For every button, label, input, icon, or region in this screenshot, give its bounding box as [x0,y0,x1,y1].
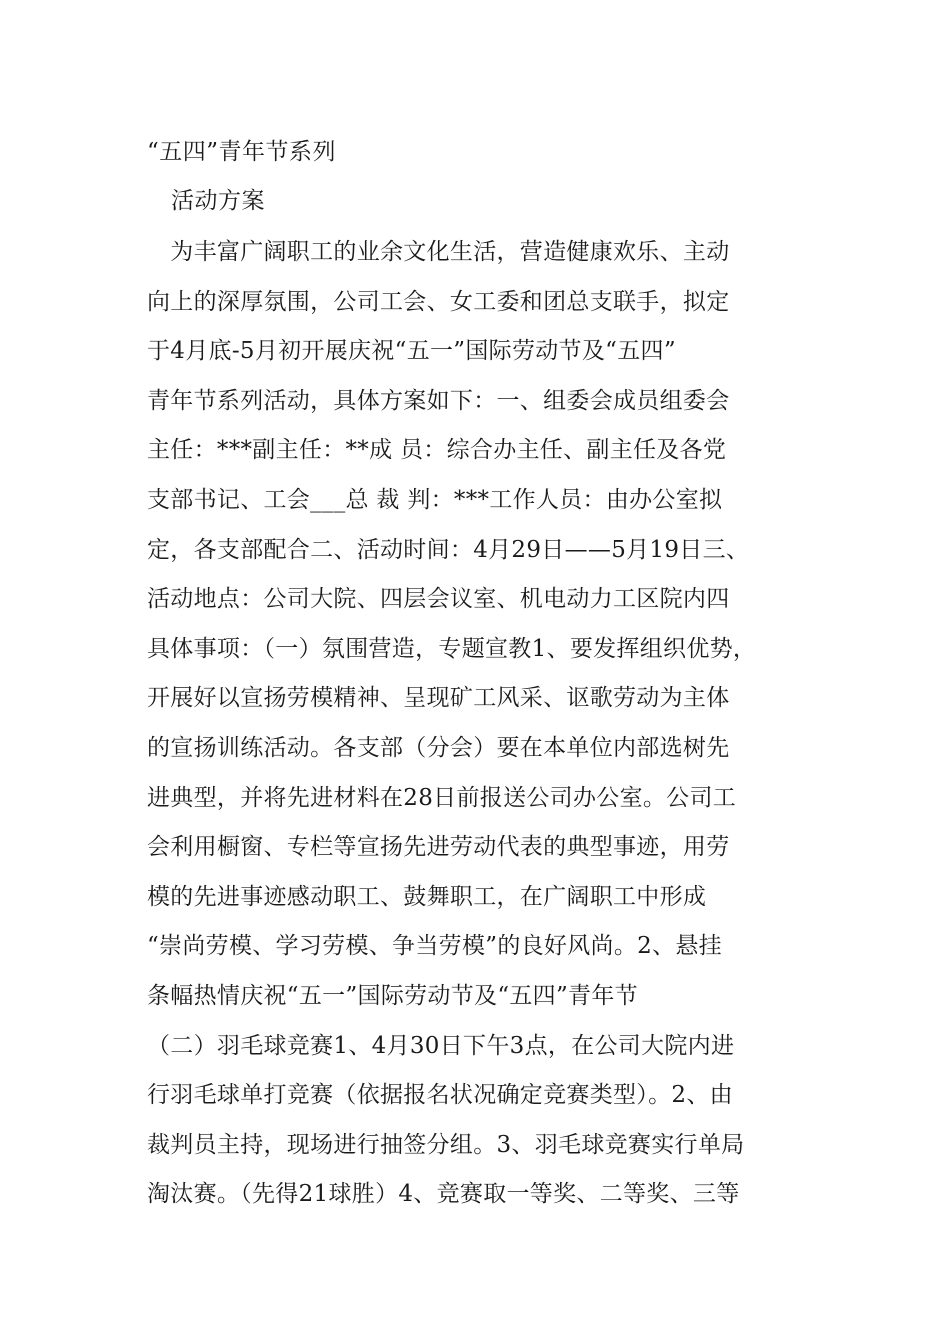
body-line: 的宣扬训练活动。各支部（分会）要在本单位内部选树先 [147,734,730,761]
body-line: 淘汰赛。（先得21球胜）4、竞赛取一等奖、二等奖、三等 [147,1181,740,1208]
body-line: 青年节系列活动，具体方案如下：一、组委会成员组委会 [147,387,730,414]
body-line: 于4月底-5月初开展庆祝“五一”国际劳动节及“五四” [147,338,676,365]
body-line: 裁判员主持，现场进行抽签分组。3、羽毛球竞赛实行单局 [147,1131,745,1158]
body-line: 活动地点：公司大院、四层会议室、机电动力工区院内四 [147,586,730,613]
body-line: 行羽毛球单打竞赛（依据报名状况确定竞赛类型）。2、由 [147,1082,733,1109]
body-line: 条幅热情庆祝“五一”国际劳动节及“五四”青年节 [147,982,638,1009]
body-line: 具体事项：（一）氛围营造，专题宣教1、要发挥组织优势， [147,635,757,662]
body-line: 开展好以宣扬劳模精神、呈现矿工风采、讴歌劳动为主体 [147,685,730,712]
body-line: “崇尚劳模、学习劳模、争当劳模”的良好风尚。2、悬挂 [147,933,722,960]
document-subtitle: 活动方案 [171,188,265,214]
body-line: 进典型，并将先进材料在28日前报送公司办公室。公司工 [147,784,737,811]
body-line: 会利用橱窗、专栏等宣扬先进劳动代表的典型事迹，用劳 [147,834,730,861]
body-line: 定，各支部配合二、活动时间：4月29日——5月19日三、 [147,536,750,563]
body-line: 支部书记、工会___总 裁 判：***工作人员：由办公室拟 [147,486,723,513]
body-line: 主任：***副主任：**成 员：综合办主任、副主任及各党 [147,437,727,464]
document-title: “五四”青年节系列 [147,139,337,165]
body-line: 模的先进事迹感动职工、鼓舞职工，在广阔职工中形成 [147,883,707,910]
body-line: 为丰富广阔职工的业余文化生活，营造健康欢乐、主动 [147,239,730,265]
document-body [147,228,812,1220]
body-line: 向上的深厚氛围，公司工会、女工委和团总支联手，拟定 [147,288,730,315]
body-line: （二）羽毛球竞赛1、4月30日下午3点，在公司大院内进 [147,1032,735,1059]
